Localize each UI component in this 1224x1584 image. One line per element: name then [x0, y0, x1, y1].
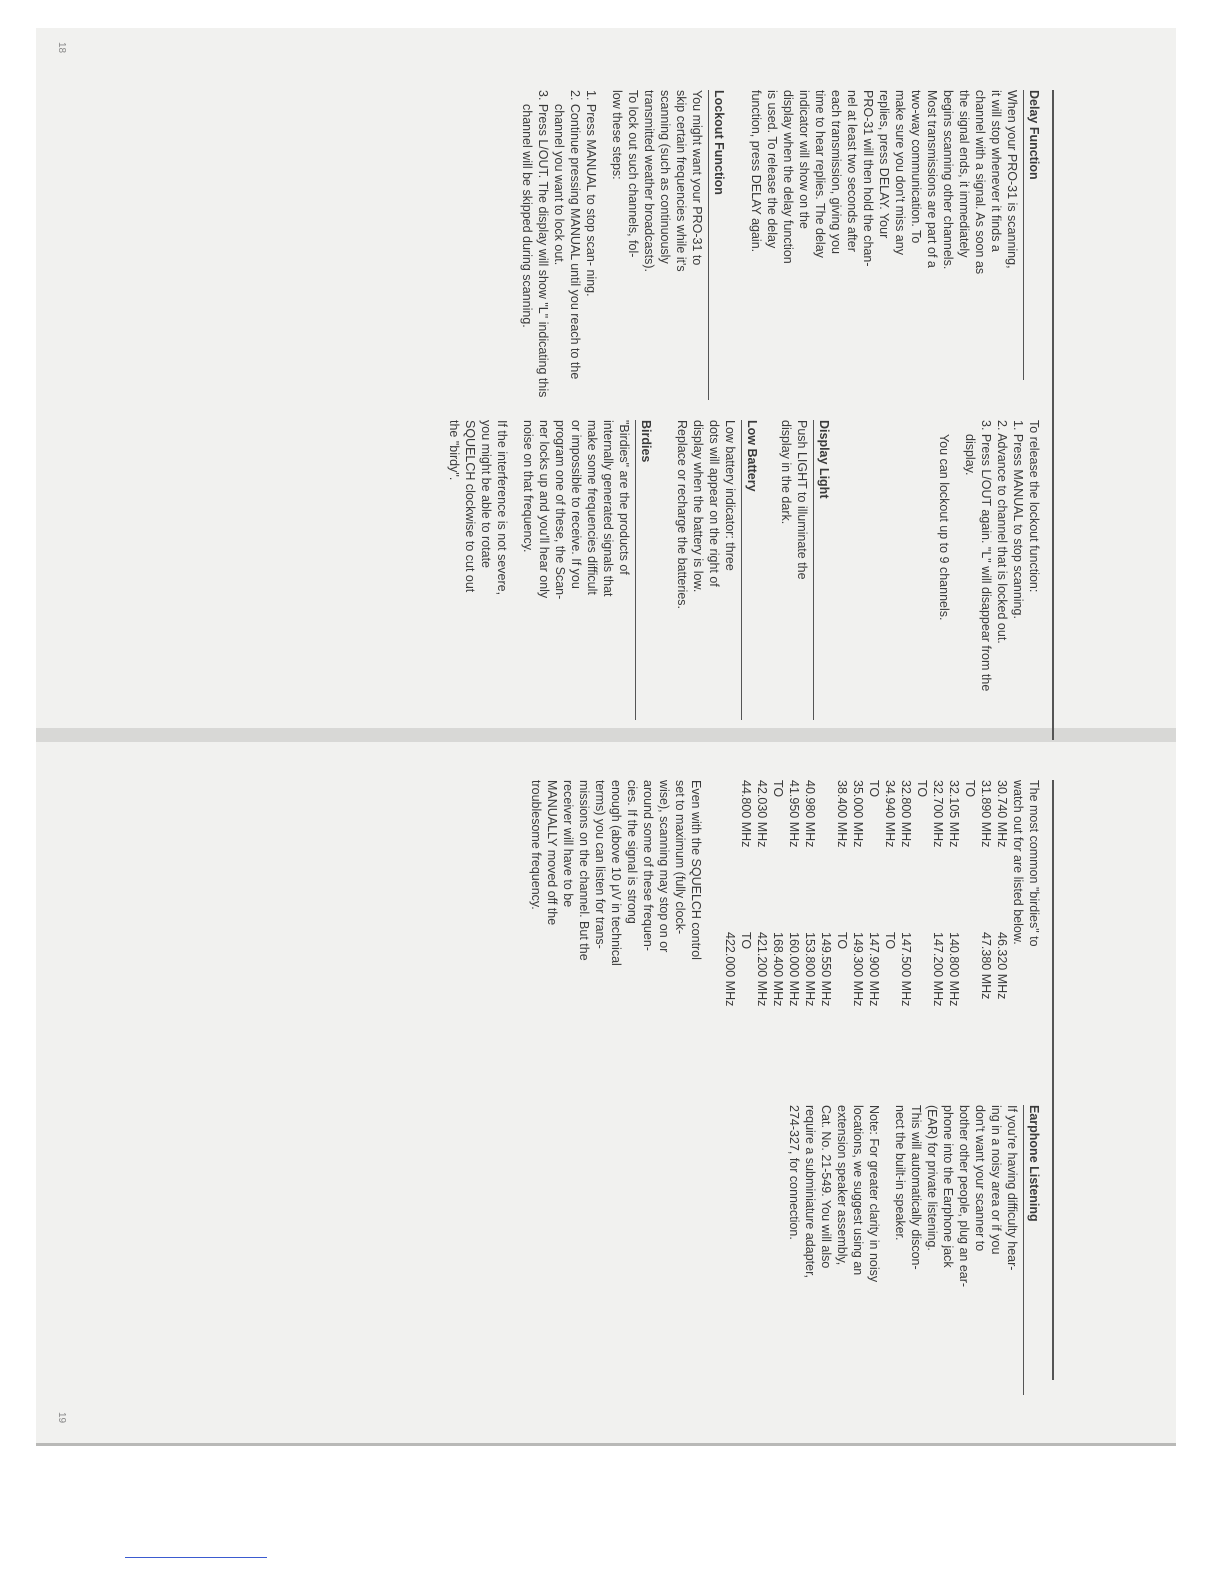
frequency-cell: 38.400 MHz [835, 780, 849, 848]
delay-line: When your PRO-31 is scanning, [1005, 90, 1019, 269]
frequency-cell: TO [883, 932, 897, 950]
frequency-row [946, 780, 962, 1100]
frequency-row [738, 780, 754, 1100]
delay-line: display when the delay function [781, 90, 795, 264]
earphone-line: This will automatically discon- [909, 1105, 923, 1270]
frequency-row [834, 780, 850, 1100]
lockout-step: 3. Press L/OUT. The display will show "L" indicating this channel will be skipped during scanning. [520, 90, 550, 398]
frequency-cell: 168.400 MHz [771, 932, 785, 1007]
squelch-line: Even with the SQUELCH control [689, 780, 703, 960]
earphone-note-line: extension speaker assembly, [835, 1105, 849, 1266]
earphone-note-line: require a subminiature adapter, [803, 1105, 817, 1279]
frequency-cell: TO [867, 780, 881, 798]
frequency-row [818, 780, 834, 1100]
frequency-row [802, 780, 818, 1100]
frequency-row [978, 780, 994, 1100]
frequency-row [786, 780, 802, 1100]
low-battery-line: dots will appear on the right of [707, 420, 721, 587]
lockout-line: low these steps: [610, 90, 624, 180]
delay-section [748, 90, 1042, 380]
frequency-cell: 32.105 MHz [947, 780, 961, 848]
frequency-cell: 32.800 MHz [899, 780, 913, 848]
lockout-line: You might want your PRO-31 to [690, 90, 704, 266]
delay-heading: Delay Function [1023, 90, 1042, 380]
squelch-line: troublesome frequency. [529, 780, 543, 910]
squelch-paragraph [528, 780, 704, 1080]
release-step: 1. Press MANUAL to stop scanning. [1011, 420, 1025, 619]
frequency-cell: TO [915, 780, 929, 798]
birdie-intro-line: The most common "birdies" to [1027, 780, 1041, 947]
low-battery-heading: Low Battery [741, 420, 760, 720]
squelch-line: enough (above 10 μV in technical [609, 780, 623, 966]
delay-line: the signal ends, it immediately [957, 90, 971, 258]
frequency-cell: 42.030 MHz [755, 780, 769, 848]
frequency-cell: 147.900 MHz [867, 932, 881, 1007]
frequency-cell [722, 780, 738, 932]
frequency-cell: 44.800 MHz [739, 780, 753, 848]
delay-line: Most transmissions are part of a [925, 90, 939, 268]
release-step: 3. Press L/OUT again. "L" will disappear from the display. [963, 420, 993, 692]
release-note: You can lockout up to 9 channels. [937, 434, 951, 621]
display-light-heading: Display Light [813, 420, 832, 720]
birdies-heading: Birdies [635, 420, 654, 720]
frequency-row [898, 780, 914, 1100]
squelch-line: set to maximum (fully clock- [673, 780, 687, 935]
birdies-line: or impossible to receive. If you [569, 420, 583, 589]
frequency-cell: 421.200 MHz [755, 932, 769, 1007]
release-intro: To release the lockout function: [1027, 420, 1041, 593]
header-rule-right [1052, 780, 1054, 1380]
earphone-line: phone into the Earphone jack [941, 1105, 955, 1268]
earphone-line: nect the built-in speaker. [893, 1105, 907, 1241]
lockout-line: scanning (such as continuously [658, 90, 672, 264]
squelch-line: terms) you can listen for trans- [593, 780, 607, 949]
lockout-heading: Lockout Function [708, 90, 727, 400]
frequency-cell: 422.000 MHz [723, 932, 737, 1007]
birdies-line: ner locks up and you'll hear only [537, 420, 551, 599]
earphone-note-line: locations, we suggest using an [851, 1105, 865, 1276]
earphone-line: ing in a noisy area or if you [989, 1105, 1003, 1255]
delay-line: two-way communication. To [909, 90, 923, 244]
low-battery-line: Replace or recharge the batteries. [675, 420, 689, 609]
frequency-row [930, 780, 946, 1100]
frequency-cell [818, 780, 834, 932]
earphone-heading: Earphone Listening [1023, 1105, 1042, 1395]
squelch-line: cies. If the signal is strong [625, 780, 639, 924]
delay-line: it will stop whenever it finds a [989, 90, 1003, 252]
delay-line: each transmission, giving you [829, 90, 843, 254]
delay-line: PRO-31 will then hold the chan- [861, 90, 875, 267]
frequency-cell: 147.200 MHz [931, 932, 945, 1007]
display-light-line: Push LIGHT to illuminate the [795, 420, 809, 580]
earphone-line: don't want your scanner to [973, 1105, 987, 1252]
page-number-right: 19 [56, 1411, 68, 1424]
frequency-cell: 149.550 MHz [819, 932, 833, 1007]
birdies-line: If the interference is not severe, [495, 420, 509, 596]
low-battery-section [674, 420, 760, 720]
birdies-line: SQUELCH clockwise to cut out [463, 420, 477, 593]
frequency-cell: 31.890 MHz [979, 780, 993, 848]
frequency-cell: 140.800 MHz [947, 932, 961, 1007]
frequency-cell: 47.380 MHz [979, 932, 993, 1000]
delay-line: channel with a signal. As soon as [973, 90, 987, 275]
earphone-line: (EAR) for private listening. [925, 1105, 939, 1251]
birdie-list-intro [1010, 780, 1042, 1080]
earphone-line: If you're having difficulty hear- [1005, 1105, 1019, 1271]
frequency-cell: TO [739, 932, 753, 950]
frequency-cell: 147.500 MHz [899, 932, 913, 1007]
squelch-line: wise), scanning may stop on or [657, 780, 671, 953]
lockout-line: transmitted weather broadcasts). [642, 90, 656, 273]
lockout-step: 1. Press MANUAL to stop scan- ning. [584, 90, 598, 297]
frequency-cell: 30.740 MHz [995, 780, 1009, 848]
frequency-cell: 35.000 MHz [851, 780, 865, 848]
low-battery-line: display when the battery is low. [691, 420, 705, 593]
frequency-row [850, 780, 866, 1100]
lockout-line: To lock out such channels, fol- [626, 90, 640, 258]
frequency-cell: 46.320 MHz [995, 932, 1009, 1000]
frequency-row [994, 780, 1010, 1100]
squelch-line: receiver will have to be [561, 780, 575, 908]
squelch-line: MANUALLY moved off the [545, 780, 559, 926]
birdie-intro-line: watch out for are listed below. [1011, 780, 1025, 945]
frequency-row [754, 780, 770, 1100]
delay-line: is used. To release the delay [765, 90, 779, 249]
delay-line: replies, press DELAY. Your [877, 90, 891, 239]
frequency-row [882, 780, 898, 1100]
delay-line: nel at least two seconds after [845, 90, 859, 252]
display-light-line: display in the dark. [779, 420, 793, 525]
header-rule-left [1052, 90, 1054, 740]
birdies-line: make some frequencies difficult [585, 420, 599, 595]
frequency-cell: TO [771, 780, 785, 798]
lockout-step: 2. Continue pressing MANUAL until you reach to the channel you want to lock out. [552, 90, 582, 380]
squelch-line: missions on the channel. But the [577, 780, 591, 961]
frequency-cell: 40.980 MHz [803, 780, 817, 848]
birdies-line: the "birdy". [447, 420, 461, 481]
frequency-row [914, 780, 930, 1100]
frequency-cell: 32.700 MHz [931, 780, 945, 848]
earphone-note-line: 274-327, for connection. [787, 1105, 801, 1240]
frequency-cell: 41.950 MHz [787, 780, 801, 848]
frequency-cell: TO [963, 780, 977, 798]
birdies-line: "Birdies" are the products of [617, 420, 631, 575]
delay-line: time to hear replies. The delay [813, 90, 827, 258]
birdies-line: internally generated signals that [601, 420, 615, 597]
birdies-line: program one of these, the Scan- [553, 420, 567, 600]
frequency-cell: 160.000 MHz [787, 932, 801, 1007]
low-battery-line: Low battery indicator: three [723, 420, 737, 571]
frequency-row [722, 780, 738, 1100]
earphone-section [786, 1105, 1042, 1395]
frequency-row [770, 780, 786, 1100]
frequency-cell: TO [835, 932, 849, 950]
delay-line: function, press DELAY again. [749, 90, 763, 253]
lockout-line: skip certain frequencies while it's [674, 90, 688, 272]
delay-line: make sure you don't miss any [893, 90, 907, 255]
page-number-left: 18 [56, 41, 68, 54]
earphone-line: bother other people, plug an ear- [957, 1105, 971, 1288]
footer-rule [125, 1557, 267, 1558]
delay-line: indicator will show on the [797, 90, 811, 229]
frequency-row [866, 780, 882, 1100]
birdies-line: noise on that frequency. [521, 420, 535, 553]
delay-line: begins scanning other channels. [941, 90, 955, 270]
display-light-section [778, 420, 832, 720]
frequency-cell: 153.800 MHz [803, 932, 817, 1007]
earphone-note-line: Cat. No. 21-549. You will also [819, 1105, 833, 1269]
release-section [936, 420, 1042, 720]
frequency-row [962, 780, 978, 1100]
birdies-section [446, 420, 654, 720]
rotated-spread [72, 80, 1072, 1480]
frequency-cell: 34.940 MHz [883, 780, 897, 848]
frequency-cell: 149.300 MHz [851, 932, 865, 1007]
earphone-note-line: Note: For greater clarity in noisy [867, 1105, 881, 1283]
lockout-section [519, 90, 727, 400]
release-step: 2. Advance to channel that is locked out. [995, 420, 1009, 644]
birdie-frequency-table [722, 780, 1010, 1100]
birdies-line: you might be able to rotate [479, 420, 493, 569]
squelch-line: around some of these frequen- [641, 780, 655, 951]
